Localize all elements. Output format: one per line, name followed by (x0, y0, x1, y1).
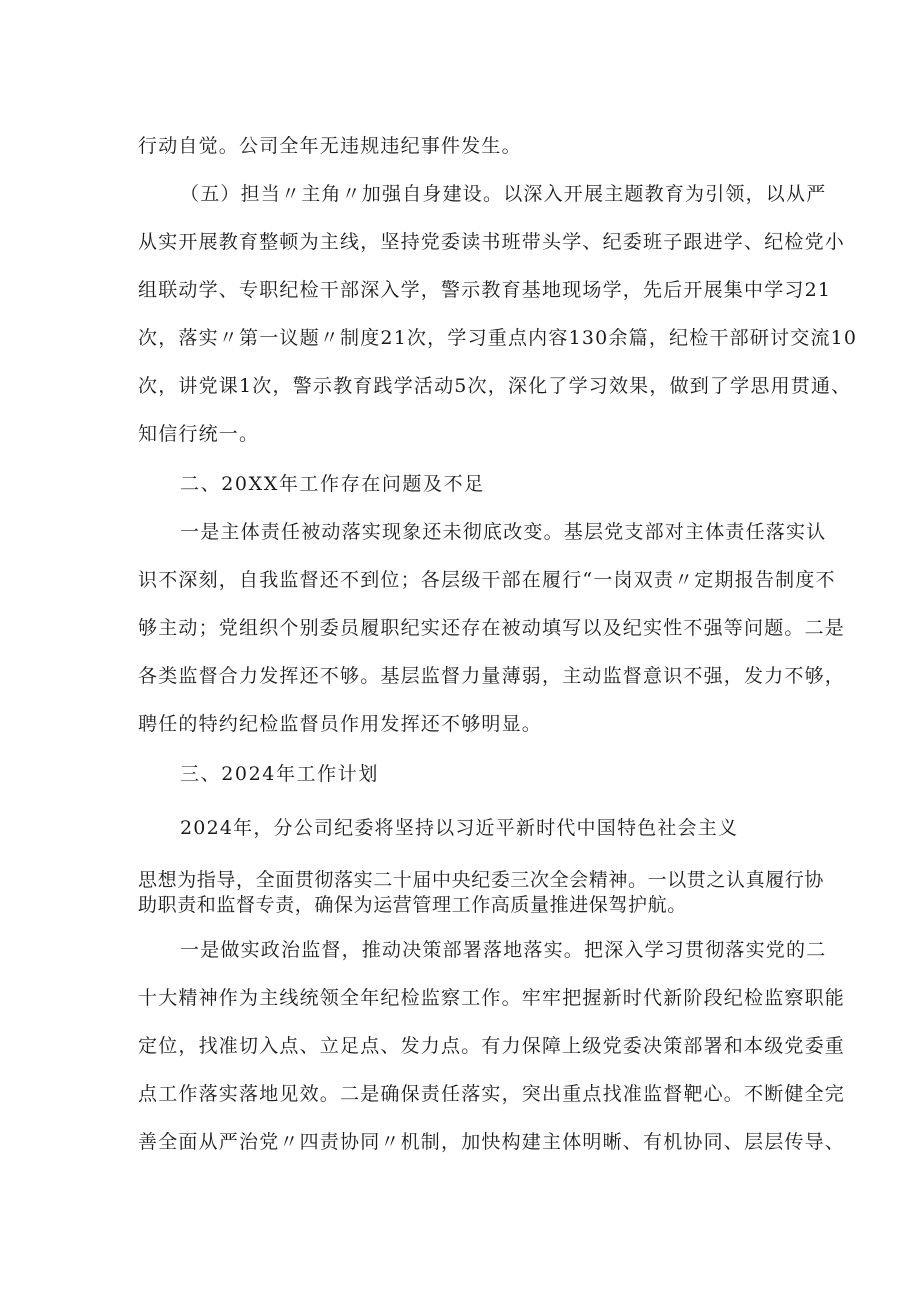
text-line: 一是做实政治监督，推动决策部署落地落实。把深入学习贯彻落实党的二 (180, 939, 827, 961)
text-line: 2024年，分公司纪委将坚持以习近平新时代中国特色社会主义 (180, 817, 739, 839)
text-line: 次，讲党课1次，警示教育践学活动5次，深化了学习效果，做到了学思用贯通、 (138, 375, 852, 397)
section-heading: 三、2024年工作计划 (180, 763, 379, 785)
text-line: 次，落实〃第一议题〃制度21次，学习重点内容130余篇，纪检干部研讨交流10 (138, 327, 858, 349)
text-line: 定位，找准切入点、立足点、发力点。有力保障上级党委决策部署和本级党委重 (138, 1035, 846, 1057)
text-line: 助职责和监督专责，确保为运营管理工作高质量推进保驾护航。 (138, 894, 687, 916)
text-line: 行动自觉。公司全年无违规违纪事件发生。 (138, 135, 522, 157)
text-line: 点工作落实落地见效。二是确保责任落实，突出重点找准监督靶心。不断健全完 (138, 1083, 846, 1105)
text-line: 组联动学、专职纪检干部深入学，警示教育基地现场学，先后开展集中学习21 (138, 279, 832, 301)
text-line: 识不深刻，自我监督还不到位；各层级干部在履行“一岗双责〃定期报告制度不 (138, 569, 836, 591)
text-line: 十大精神作为主线统领全年纪检监察工作。牢牢把握新时代新阶段纪检监察职能 (138, 987, 846, 1009)
section-heading: 二、20XX年工作存在问题及不足 (180, 473, 485, 495)
text-line: 一是主体责任被动落实现象还未彻底改变。基层党支部对主体责任落实认 (180, 521, 827, 543)
text-line: 从实开展教育整顿为主线，坚持党委读书班带头学、纪委班子跟进学、纪检党小 (138, 231, 846, 253)
text-line: 聘任的特约纪检监督员作用发挥还不够明显。 (138, 713, 543, 735)
text-line: 知信行统一。 (138, 423, 260, 445)
text-line: （五）担当〃主角〃加强自身建设。以深入开展主题教育为引领，以从严 (180, 183, 827, 205)
text-line: 各类监督合力发挥还不够。基层监督力量薄弱，主动监督意识不强，发力不够， (138, 665, 846, 687)
text-line: 够主动；党组织个别委员履职纪实还存在被动填写以及纪实性不强等问题。二是 (138, 617, 846, 639)
text-line: 善全面从严治党〃四责协同〃机制，加快构建主体明晰、有机协同、层层传导、 (138, 1131, 846, 1153)
text-line: 思想为指导，全面贯彻落实二十届中央纪委三次全会精神。一以贯之认真履行协 (138, 869, 825, 891)
